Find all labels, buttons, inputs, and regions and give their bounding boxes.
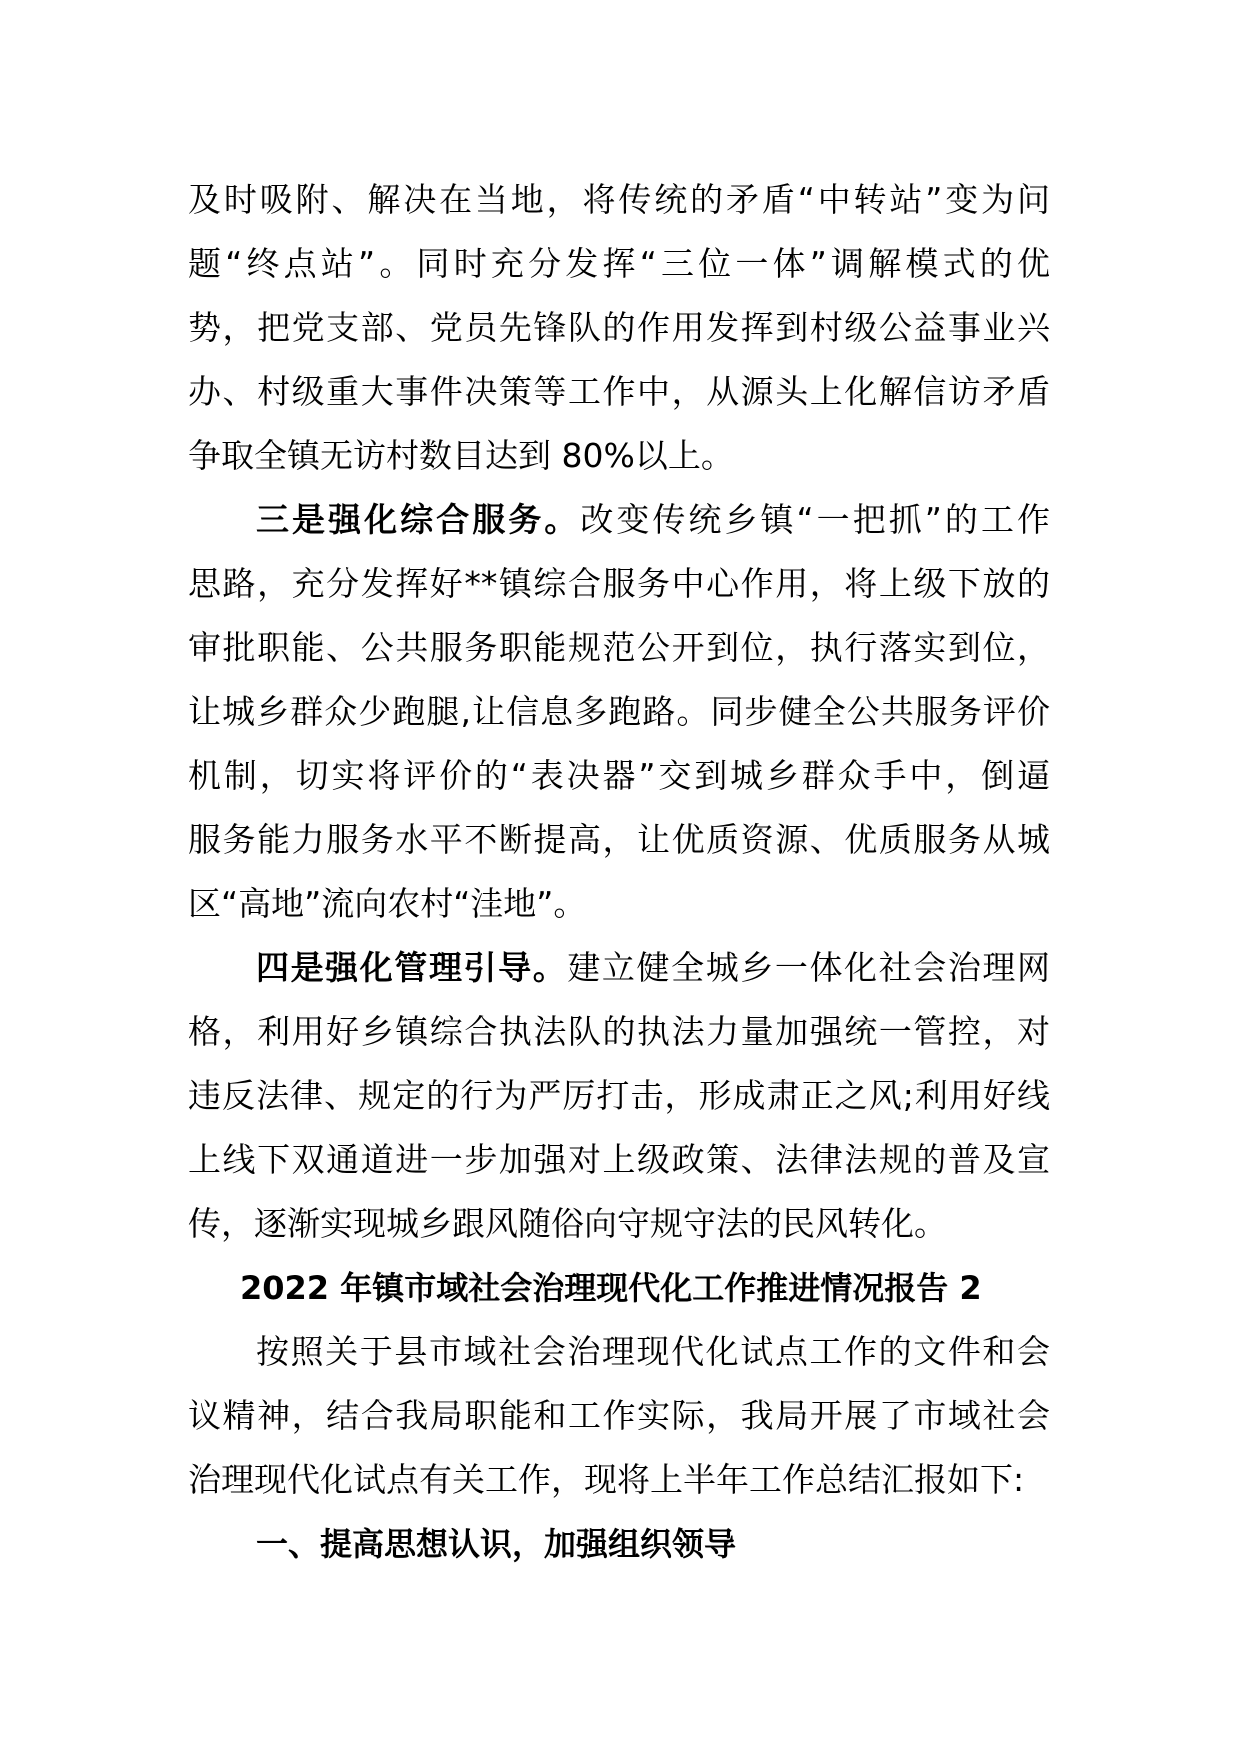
text-line: 传，逐渐实现城乡跟风随俗向守规守法的民风转化。 [188, 1204, 947, 1243]
text-line: 让城乡群众少跑腿,让信息多跑路。同步健全公共服务评价 [188, 692, 1050, 731]
text-line: 区“高地”流向农村“洼地”。 [188, 884, 587, 923]
paragraph-text: 改变传统乡镇“一把抓”的工作 [580, 500, 1050, 539]
text-line: 势，把党支部、党员先锋队的作用发挥到村级公益事业兴 [188, 308, 1050, 347]
text-line: 审批职能、公共服务职能规范公开到位，执行落实到位， [188, 628, 1050, 667]
paragraph-mediation [188, 168, 1050, 488]
text-line: 及时吸附、解决在当地，将传统的矛盾“中转站”变为问 [188, 180, 1050, 219]
paragraph-management-guidance [188, 936, 1050, 1256]
text-line [188, 488, 1050, 552]
paragraph-comprehensive-service [188, 488, 1050, 936]
text-line: 议精神，结合我局职能和工作实际，我局开展了市域社会 [188, 1396, 1050, 1435]
text-line: 格，利用好乡镇综合执法队的执法力量加强统一管控，对 [188, 1012, 1050, 1051]
text-line: 题“终点站”。同时充分发挥“三位一体”调解模式的优 [188, 244, 1050, 283]
document-page [188, 168, 1050, 1582]
paragraph-lead: 四是强化管理引导。 [256, 948, 568, 987]
report-title: 2022 年镇市域社会治理现代化工作推进情况报告 2 [240, 1269, 982, 1307]
text-line [188, 936, 1050, 1000]
paragraph-text: 建立健全城乡一体化社会治理网 [567, 948, 1051, 987]
paragraph-lead: 三是强化综合服务。 [256, 500, 581, 539]
paragraph-introduction [188, 1320, 1050, 1512]
text-line: 思路，充分发挥好**镇综合服务中心作用，将上级下放的 [188, 564, 1050, 603]
text-line: 按照关于县市域社会治理现代化试点工作的文件和会 [256, 1332, 1050, 1371]
text-line: 服务能力服务水平不断提高，让优质资源、优质服务从城 [188, 820, 1050, 859]
text-line: 办、村级重大事件决策等工作中，从源头上化解信访矛盾 [188, 372, 1050, 411]
text-line: 争取全镇无访村数目达到 80%以上。 [188, 436, 734, 475]
text-line: 治理现代化试点有关工作，现将上半年工作总结汇报如下: [188, 1460, 1025, 1499]
text-line: 上线下双通道进一步加强对上级政策、法律法规的普及宣 [188, 1140, 1050, 1179]
section-heading: 一、提高思想认识，加强组织领导 [256, 1525, 737, 1563]
text-line: 违反法律、规定的行为严厉打击，形成肃正之风;利用好线 [188, 1076, 1050, 1115]
text-line: 机制，切实将评价的“表决器”交到城乡群众手中，倒逼 [188, 756, 1050, 795]
